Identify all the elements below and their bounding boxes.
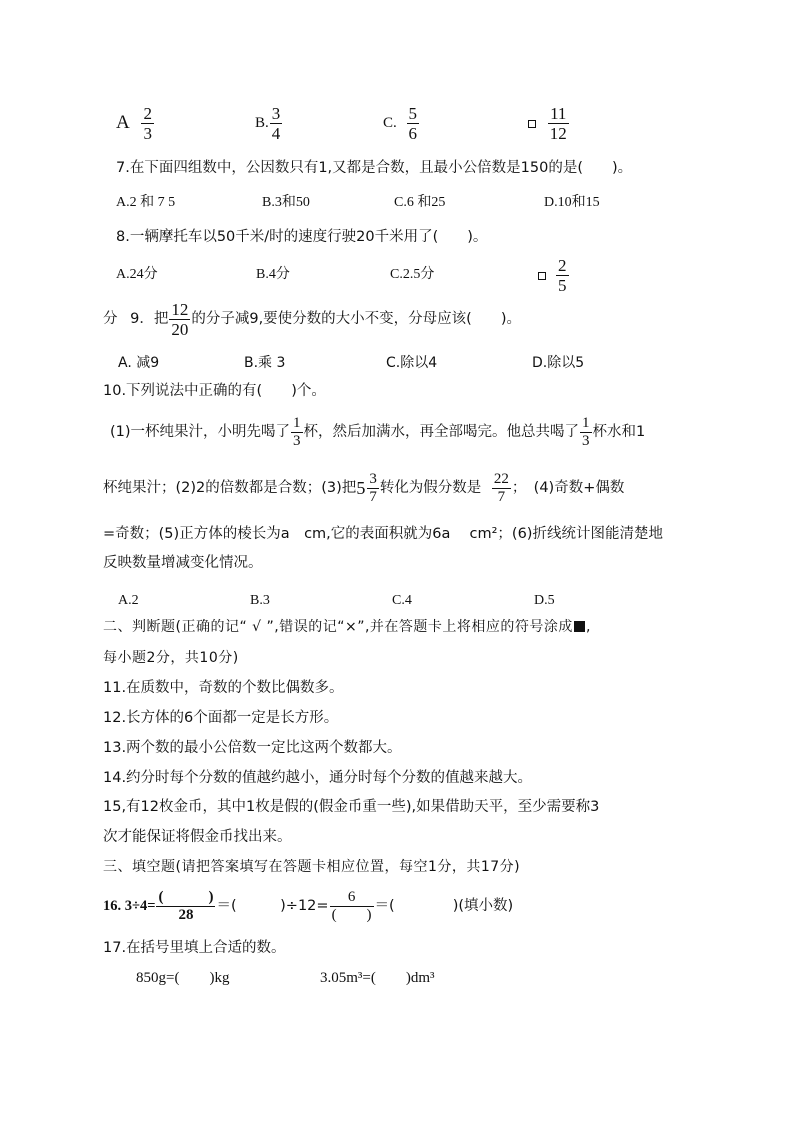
q9-option-d: D.除以5 — [532, 355, 585, 371]
q10-option-a: A.2 — [118, 593, 139, 608]
q13: 13.两个数的最小公倍数一定比这两个数都大。 — [103, 740, 402, 756]
q7-option-c: C.6 和25 — [394, 195, 446, 210]
q9-line — [103, 299, 521, 339]
q6-option-d-fraction: $\frac{11}{12}$ — [549, 104, 567, 143]
q6-option-a-fraction: $\frac{2}{3}$ — [143, 104, 152, 143]
q7-stem: 7.在下面四组数中，公因数只有1,又都是合数，且最小公倍数是150的是( )。 — [116, 160, 633, 176]
q10-fraction-one-third: $\frac{1}{3}$ — [293, 414, 301, 449]
q11: 11.在质数中，奇数的个数比偶数多。 — [103, 680, 344, 696]
q17-a: 850g=( )kg — [136, 970, 230, 986]
q8-option-d-fraction: $\frac{2}{5}$ — [558, 256, 567, 295]
q9-fraction: $\frac{12}{20}$ — [171, 299, 189, 339]
q8-option-b: B.4分 — [256, 267, 290, 282]
q14: 14.约分时每个分数的值越约越小，通分时每个分数的值越来越大。 — [103, 770, 533, 786]
missing-glyph-box — [528, 120, 536, 128]
q10-line2: 杯纯果汁；(2)2的倍数都是合数；(3)把 5 $\frac{3}{7}$ 转化为假分数是 $\frac{22}{7}$ ； (4)奇数+偶数 — [103, 466, 624, 510]
q15: 15,有12枚金币，其中1枚是假的(假金币重一些),如果借助天平，至少需要称3 — [103, 799, 600, 815]
q6-option-b-label: B. — [255, 114, 269, 131]
q9-option-a: A. 减9 — [118, 355, 160, 371]
q6-option-b-fraction: $\frac{3}{4}$ — [271, 104, 281, 143]
q12: 12.长方体的6个面都一定是长方形。 — [103, 710, 339, 726]
q16: 16. 3÷4= $\frac{( )}{28}$ ＝( )÷12= $\frac{6}{( )}$ ＝( )(填小数) — [103, 888, 514, 923]
q10-line1: (1)一杯纯果汁，小明先喝了 $\frac{1}{3}$ 杯，然后加满水，再全部喝完。他总共喝了 $\frac{1}{3}$ 杯水和1 — [110, 414, 646, 449]
q10-option-d: D.5 — [534, 593, 555, 608]
q9-option-c: C.除以4 — [386, 355, 438, 371]
q10-option-b: B.3 — [250, 593, 270, 608]
q10-fraction-one-third-2: $\frac{1}{3}$ — [582, 414, 590, 449]
q10-line4: 反映数量增减变化情况。 — [103, 555, 263, 571]
missing-glyph-box — [538, 272, 546, 280]
q16-fraction-blank: $\frac{( )}{28}$ — [158, 888, 214, 923]
q10-improper-fraction: $\frac{22}{7}$ — [493, 470, 509, 505]
q9-prefix: 9．把 — [130, 311, 169, 327]
q6-option-b — [255, 104, 283, 143]
q8-stem: 8.一辆摩托车以50千米/时的速度行驶20千米用了( )。 — [116, 229, 488, 245]
q8-option-d — [538, 256, 570, 295]
q16-fraction-six: $\frac{6}{( )}$ — [331, 888, 372, 923]
q7-option-b: B.3和50 — [262, 195, 310, 210]
q6-option-c-fraction: $\frac{5}{6}$ — [408, 104, 418, 143]
q8-option-d-unit: 分 — [103, 311, 118, 327]
q6-option-d — [528, 104, 570, 143]
section2-title: 二、判断题(正确的记“ √ ”,错误的记“×”,并在答题卡上将相应的符号涂成 , — [103, 619, 591, 635]
q7-option-a: A.2 和 7 5 — [116, 195, 176, 210]
q15-cont: 次才能保证将假金币找出来。 — [103, 829, 292, 845]
q10-line3: =奇数；(5)正方体的棱长为a cm,它的表面积就为6a cm²；(6)折线统计图能清楚地 — [103, 526, 663, 542]
q8-option-c: C.2.5分 — [390, 267, 435, 282]
section2-title-cont: 每小题2分，共10分) — [103, 650, 239, 666]
q9-option-b: B.乘 3 — [244, 355, 286, 371]
q10-stem: 10.下列说法中正确的有( )个。 — [103, 383, 326, 399]
q7-option-d: D.10和15 — [544, 195, 600, 210]
filled-square-icon — [574, 621, 585, 632]
q6-option-c-label: C. — [383, 114, 397, 131]
q6-option-c — [383, 104, 420, 143]
q6-option-a-label: A — [116, 111, 129, 133]
q9-suffix: 的分子减9,要使分数的大小不变，分母应该( )。 — [191, 311, 521, 327]
q17-b: 3.05m³=( )dm³ — [320, 970, 435, 986]
q10-option-c: C.4 — [392, 593, 412, 608]
q8-option-a: A.24分 — [116, 267, 158, 282]
section3-title: 三、填空题(请把答案填写在答题卡相应位置，每空1分，共17分) — [103, 859, 521, 875]
q17-stem: 17.在括号里填上合适的数。 — [103, 940, 286, 956]
q10-mixed-number: 5 $\frac{3}{7}$ — [356, 470, 377, 505]
q6-option-a — [116, 104, 155, 143]
